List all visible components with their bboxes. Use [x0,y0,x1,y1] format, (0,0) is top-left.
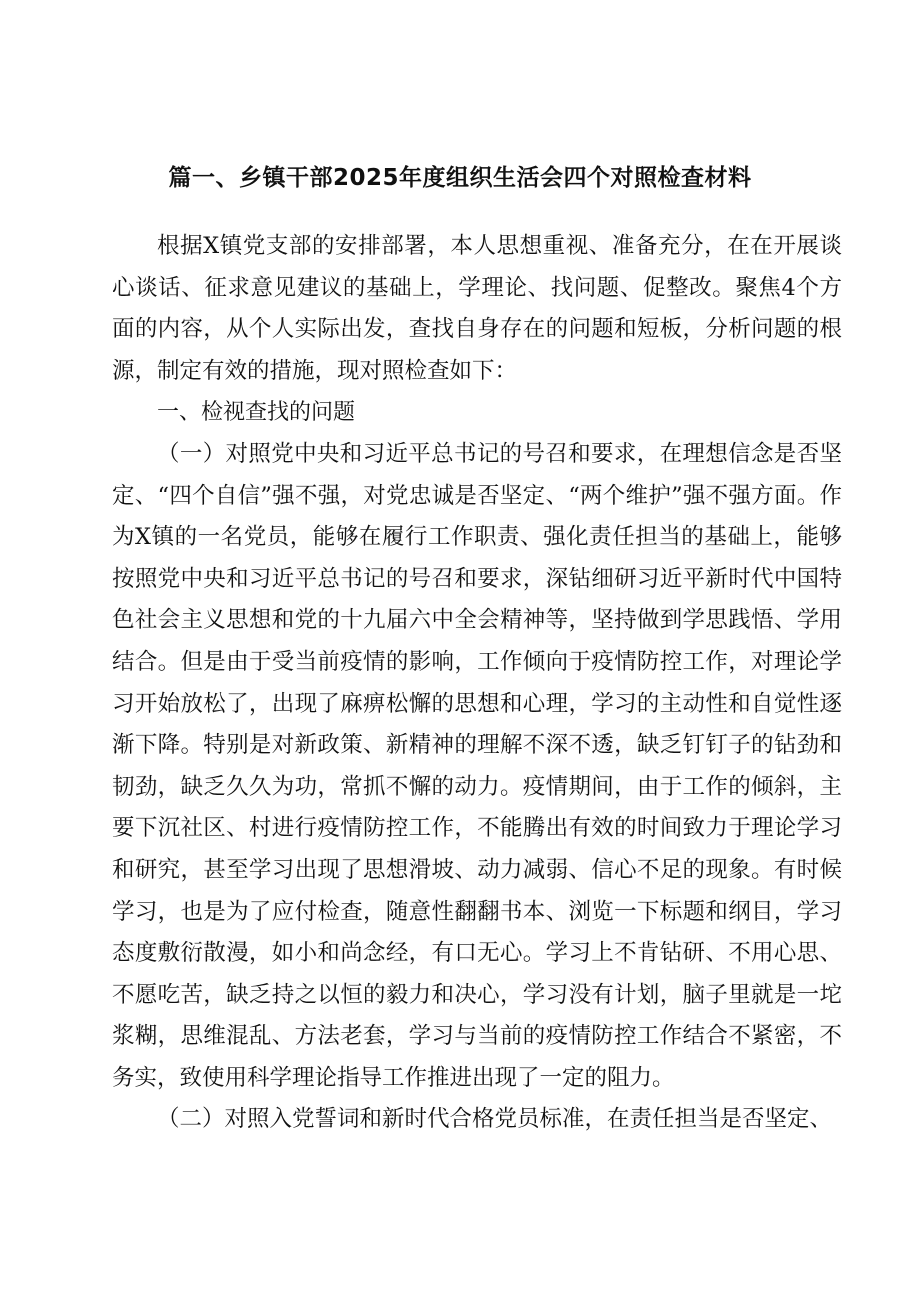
document-body [112,226,842,1141]
item-1-paragraph: （一）对照党中央和习近平总书记的号召和要求，在理想信念是否坚定、“四个自信”强不强，对党忠诚是否坚定、“两个维护”强不强方面。作为X镇的一名党员，能够在履行工作职责、强化责任担当的基础上，能够按照党中央和习近平总书记的号召和要求，深钻细研习近平新时代中国特色社会主义思想和党的十九届六中全会精神等，坚持做到学思践悟、学用结合。但是由于受当前疫情的影响，工作倾向于疫情防控工作，对理论学习开始放松了，出现了麻痹松懈的思想和心理，学习的主动性和自觉性逐渐下降。特别是对新政策、新精神的理解不深不透，缺乏钉钉子的钻劲和韧劲，缺乏久久为功，常抓不懈的动力。疫情期间，由于工作的倾斜，主要下沉社区、村进行疫情防控工作，不能腾出有效的时间致力于理论学习和研究，甚至学习出现了思想滑坡、动力减弱、信心不足的现象。有时候学习，也是为了应付检查，随意性翻翻书本、浏览一下标题和纲目，学习态度敷衍散漫，如小和尚念经，有口无心。学习上不肯钻研、不用心思、不愿吃苦，缺乏持之以恒的毅力和决心，学习没有计划，脑子里就是一坨浆糊，思维混乱、方法老套，学习与当前的疫情防控工作结合不紧密，不务实，致使用科学理论指导工作推进出现了一定的阻力。 [112,440,842,1091]
intro-paragraph: 根据X镇党支部的安排部署，本人思想重视、准备充分，在在开展谈心谈话、征求意见建议的基础上，学理论、找问题、促整改。聚焦4个方面的内容，从个人实际出发，查找自身存在的问题和短板，分析问题的根源，制定有效的措施，现对照检查如下： [112,233,842,384]
item-2-paragraph: （二）对照入党誓词和新时代合格党员标准，在责任担当是否坚定、 [157,1106,833,1133]
document-title: 篇一、乡镇干部2025年度组织生活会四个对照检查材料 [168,165,752,191]
section-heading: 一、检视查找的问题 [157,400,356,426]
